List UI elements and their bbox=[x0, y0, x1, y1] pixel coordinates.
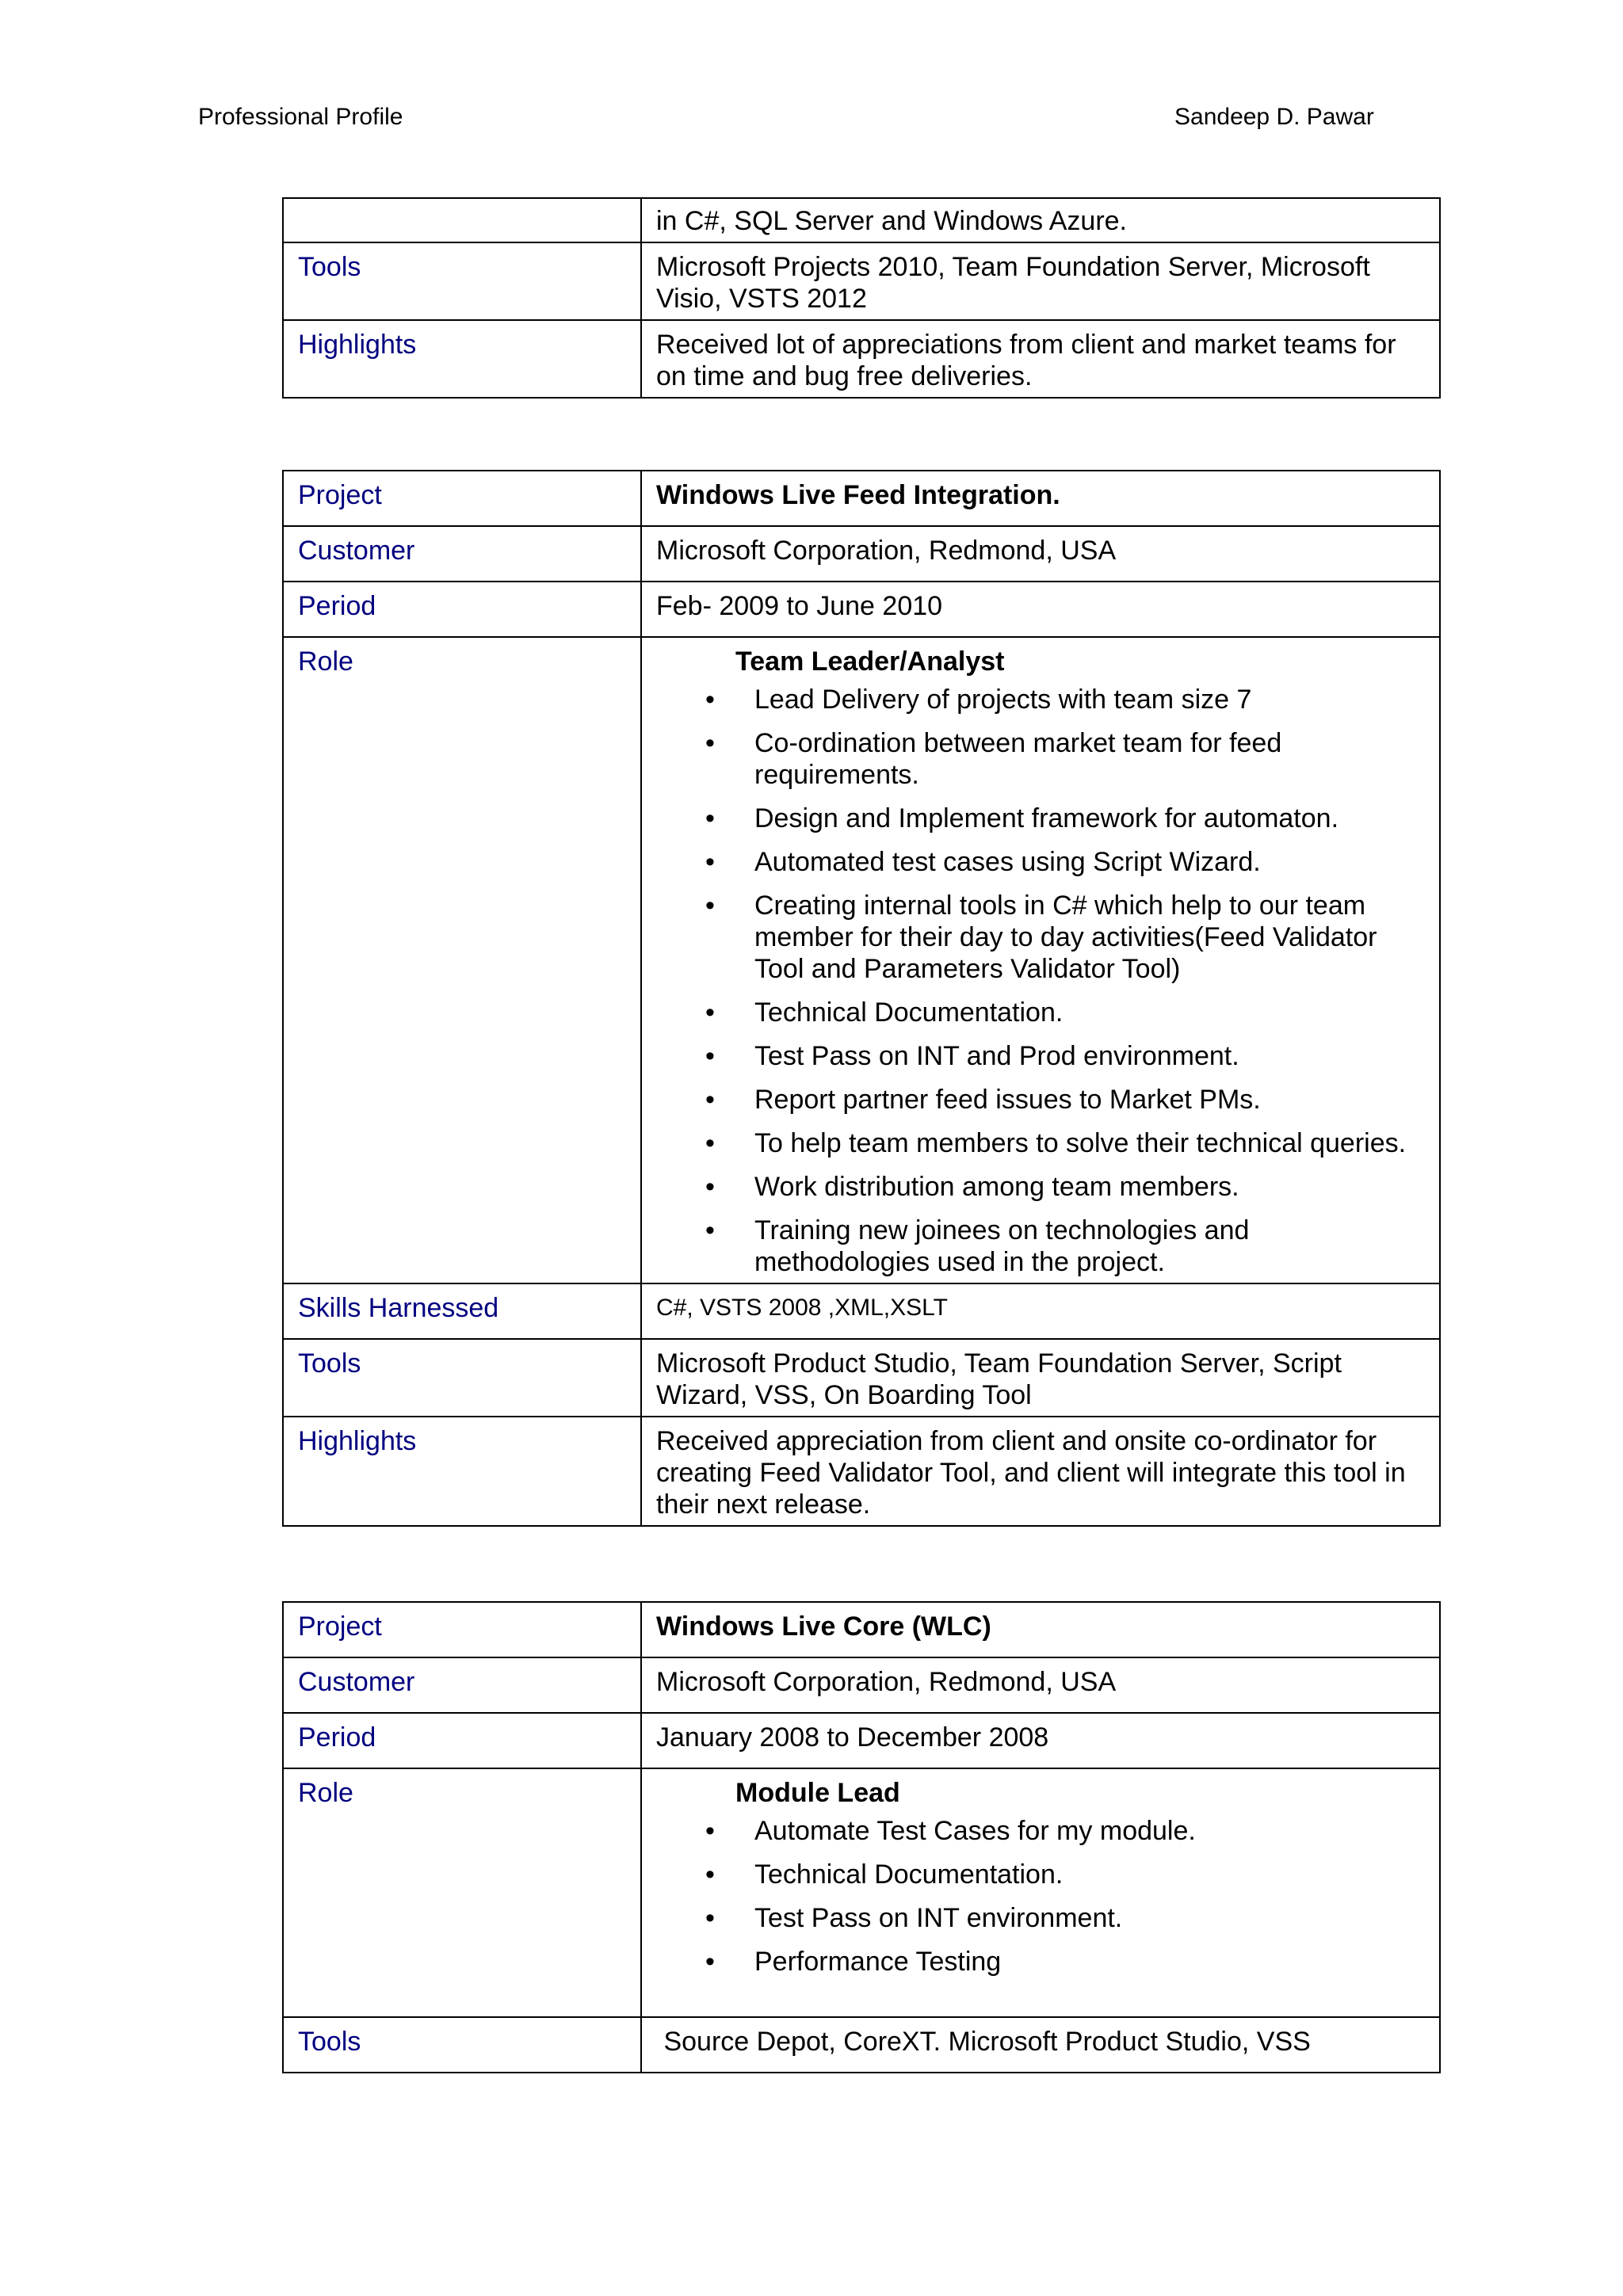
customer-value: Microsoft Corporation, Redmond, USA bbox=[641, 1657, 1440, 1713]
customer-label: Customer bbox=[283, 1657, 641, 1713]
tools-label: Tools bbox=[283, 2017, 641, 2073]
list-item: • Creating internal tools in C# which help to our team member for their day to day activities(Feed Validator Tool and Parameters Validator Tool) bbox=[656, 890, 1425, 985]
list-item: • Technical Documentation. bbox=[656, 997, 1425, 1028]
role-title: Module Lead bbox=[735, 1778, 900, 1808]
tools-label: Tools bbox=[283, 242, 641, 320]
table-row bbox=[283, 1602, 1440, 1657]
highlights-label: Highlights bbox=[283, 1417, 641, 1526]
project-name: Windows Live Core (WLC) bbox=[641, 1602, 1440, 1657]
list-item: • Work distribution among team members. bbox=[656, 1171, 1425, 1203]
list-item: • To help team members to solve their technical queries. bbox=[656, 1127, 1425, 1159]
role-label: Role bbox=[283, 1768, 641, 2017]
project-label: Project bbox=[283, 1602, 641, 1657]
tools-value: Microsoft Product Studio, Team Foundation Server, Script Wizard, VSS, On Boarding Tool bbox=[641, 1339, 1440, 1417]
page-header-left: Professional Profile bbox=[198, 104, 403, 130]
highlights-value: Received appreciation from client and onsite co-ordinator for creating Feed Validator Tool, and client will integrate this tool in their next release. bbox=[641, 1417, 1440, 1526]
project-table-continued bbox=[282, 197, 1441, 399]
table-row bbox=[283, 242, 1440, 320]
role-title: Team Leader/Analyst bbox=[735, 646, 1005, 677]
table-row bbox=[283, 471, 1440, 526]
list-item: • Training new joinees on technologies and methodologies used in the project. bbox=[656, 1215, 1425, 1278]
list-item: • Automated test cases using Script Wizard. bbox=[656, 846, 1425, 878]
table-row bbox=[283, 582, 1440, 637]
tools-label: Tools bbox=[283, 1339, 641, 1417]
table-row bbox=[283, 1768, 1440, 2017]
period-value: January 2008 to December 2008 bbox=[641, 1713, 1440, 1768]
project-label: Project bbox=[283, 471, 641, 526]
list-item: • Co-ordination between market team for feed requirements. bbox=[656, 727, 1425, 791]
page-header-right: Sandeep D. Pawar bbox=[1174, 104, 1374, 130]
list-item: • Report partner feed issues to Market PMs. bbox=[656, 1084, 1425, 1116]
duties-list bbox=[656, 1815, 1425, 1978]
list-item: • Technical Documentation. bbox=[656, 1859, 1425, 1890]
table-row bbox=[283, 198, 1440, 242]
row-value: in C#, SQL Server and Windows Azure. bbox=[641, 198, 1440, 242]
customer-label: Customer bbox=[283, 526, 641, 582]
customer-value: Microsoft Corporation, Redmond, USA bbox=[641, 526, 1440, 582]
role-cell bbox=[641, 1768, 1440, 2017]
table-row bbox=[283, 637, 1440, 1283]
table-row bbox=[283, 2017, 1440, 2073]
role-cell bbox=[641, 637, 1440, 1283]
table-row bbox=[283, 1283, 1440, 1339]
table-row bbox=[283, 1713, 1440, 1768]
table-row bbox=[283, 1657, 1440, 1713]
list-item: • Test Pass on INT environment. bbox=[656, 1902, 1425, 1934]
role-label: Role bbox=[283, 637, 641, 1283]
period-value: Feb- 2009 to June 2010 bbox=[641, 582, 1440, 637]
period-label: Period bbox=[283, 582, 641, 637]
duties-list bbox=[656, 684, 1425, 1278]
table-row bbox=[283, 320, 1440, 398]
skills-value: C#, VSTS 2008 ,XML,XSLT bbox=[641, 1283, 1440, 1339]
row-label bbox=[283, 198, 641, 242]
list-item: • Test Pass on INT and Prod environment. bbox=[656, 1040, 1425, 1072]
highlights-label: Highlights bbox=[283, 320, 641, 398]
table-row bbox=[283, 526, 1440, 582]
tools-value: Source Depot, CoreXT. Microsoft Product Studio, VSS bbox=[641, 2017, 1440, 2073]
list-item: • Design and Implement framework for automaton. bbox=[656, 803, 1425, 834]
list-item: • Performance Testing bbox=[656, 1946, 1425, 1978]
project-table-feed-integration bbox=[282, 470, 1441, 1527]
period-label: Period bbox=[283, 1713, 641, 1768]
table-row bbox=[283, 1417, 1440, 1526]
project-name: Windows Live Feed Integration. bbox=[641, 471, 1440, 526]
list-item: • Lead Delivery of projects with team size 7 bbox=[656, 684, 1425, 715]
skills-label: Skills Harnessed bbox=[283, 1283, 641, 1339]
project-table-live-core bbox=[282, 1601, 1441, 2073]
tools-value: Microsoft Projects 2010, Team Foundation Server, Microsoft Visio, VSTS 2012 bbox=[641, 242, 1440, 320]
list-item: • Automate Test Cases for my module. bbox=[656, 1815, 1425, 1847]
table-row bbox=[283, 1339, 1440, 1417]
highlights-value: Received lot of appreciations from client and market teams for on time and bug free deliveries. bbox=[641, 320, 1440, 398]
